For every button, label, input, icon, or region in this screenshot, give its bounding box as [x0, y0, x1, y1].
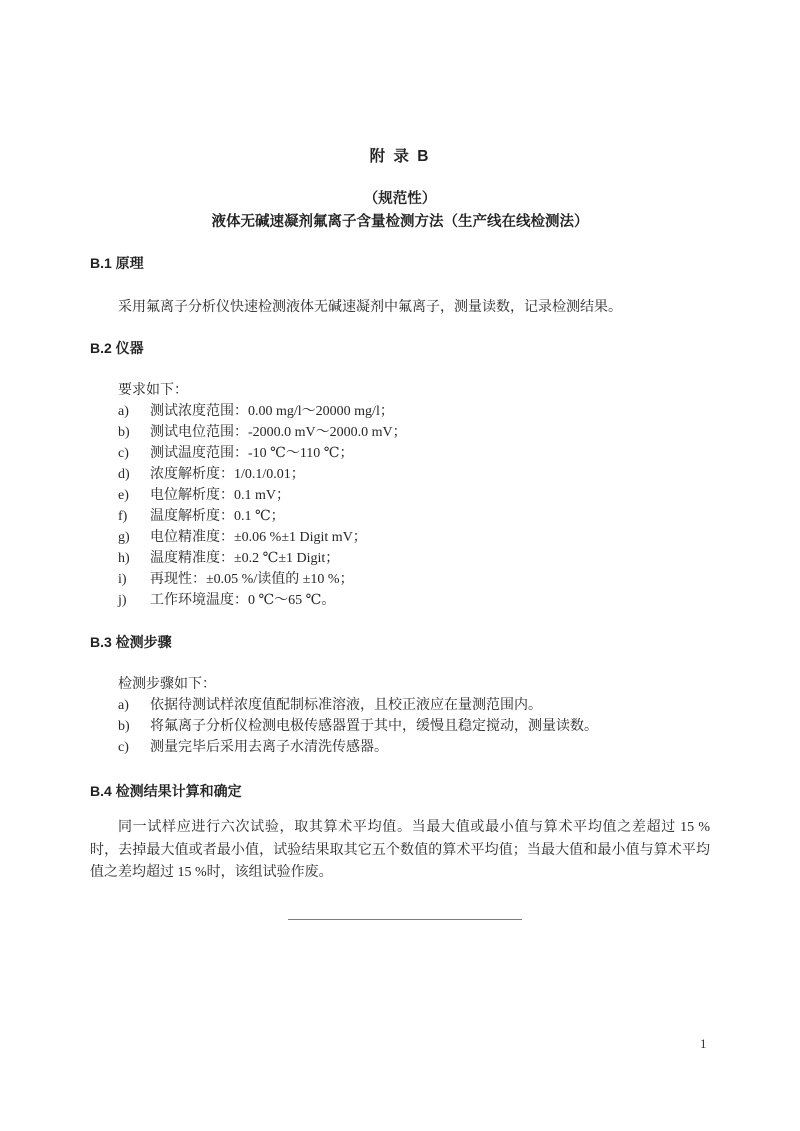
list-item	[90, 464, 710, 485]
document-subtitle: 液体无碱速凝剂氟离子含量检测方法（生产线在线检测法）	[211, 214, 589, 230]
list-item-label: j)	[118, 593, 127, 608]
section-b2-list	[90, 401, 710, 611]
section-heading-b4: B.4 检测结果计算和确定	[90, 783, 242, 799]
list-item	[90, 506, 710, 527]
section-heading-b3: B.3 检测步骤	[90, 634, 172, 650]
normative-label: （规范性）	[363, 191, 437, 207]
list-item-label: c)	[118, 740, 129, 755]
list-item-text: 电位精准度：±0.06 %±1 Digit mV；	[150, 530, 367, 545]
document-content	[90, 0, 710, 920]
list-item	[90, 527, 710, 548]
list-item-text: 依据待测试样浓度值配制标准溶液，且校正液应在量测范围内。	[150, 698, 542, 713]
list-item-text: 测试电位范围：-2000.0 mV～2000.0 mV；	[150, 425, 407, 440]
list-item-text: 将氟离子分析仪检测电极传感器置于其中，缓慢且稳定搅动，测量读数。	[150, 719, 598, 734]
list-item-label: h)	[118, 551, 130, 566]
list-item-label: a)	[118, 698, 129, 713]
section-b1-paragraph: 采用氟离子分析仪快速检测液体无碱速凝剂中氟离子，测量读数，记录检测结果。	[118, 300, 622, 315]
list-item	[90, 569, 710, 590]
list-item	[90, 401, 710, 422]
list-item-text: 测试温度范围：-10 ℃～110 ℃；	[150, 446, 354, 461]
list-item-text: 工作环境温度：0 ℃～65 ℃。	[150, 593, 336, 608]
section-heading-b1: B.1 原理	[90, 255, 144, 271]
list-item-text: 温度解析度：0.1 ℃；	[150, 509, 285, 524]
list-item-text: 测量完毕后采用去离子水清洗传感器。	[150, 740, 388, 755]
list-item-label: i)	[118, 572, 127, 587]
list-item-label: f)	[118, 509, 128, 524]
list-item-text: 测试浓度范围：0.00 mg/l～20000 mg/l；	[150, 404, 394, 419]
list-item	[90, 590, 710, 611]
list-item	[90, 737, 710, 758]
section-heading-b2: B.2 仪器	[90, 340, 144, 356]
list-item	[90, 485, 710, 506]
list-item-text: 温度精准度：±0.2 ℃±1 Digit；	[150, 551, 340, 566]
list-item-label: a)	[118, 404, 129, 419]
section-b3-list	[90, 695, 710, 758]
section-b2-intro: 要求如下：	[118, 383, 188, 398]
list-item-text: 再现性：±0.05 %/读值的 ±10 %；	[150, 572, 354, 587]
list-item-label: c)	[118, 446, 129, 461]
footer-divider-line	[288, 919, 522, 920]
list-item-text: 电位解析度：0.1 mV；	[150, 488, 290, 503]
section-b4-paragraph: 同一试样应进行六次试验，取其算术平均值。当最大值或最小值与算术平均值之差超过 15 %时，去掉最大值或者最小值，试验结果取其它五个数值的算术平均值；当最大值和最小值与算术平均值之差均超过 15 %时，该组试验作废。	[90, 820, 710, 880]
list-item	[90, 548, 710, 569]
list-item	[90, 443, 710, 464]
list-item-label: b)	[118, 719, 130, 734]
list-item	[90, 422, 710, 443]
list-item-label: d)	[118, 467, 130, 482]
list-item	[90, 695, 710, 716]
section-b3-intro: 检测步骤如下：	[118, 677, 216, 692]
page-number: 1	[700, 1036, 707, 1051]
list-item-text: 浓度解析度：1/0.1/0.01；	[150, 467, 305, 482]
list-item-label: g)	[118, 530, 130, 545]
appendix-title: 附 录 B	[369, 148, 431, 165]
list-item-label: b)	[118, 425, 130, 440]
list-item	[90, 716, 710, 737]
list-item-label: e)	[118, 488, 129, 503]
